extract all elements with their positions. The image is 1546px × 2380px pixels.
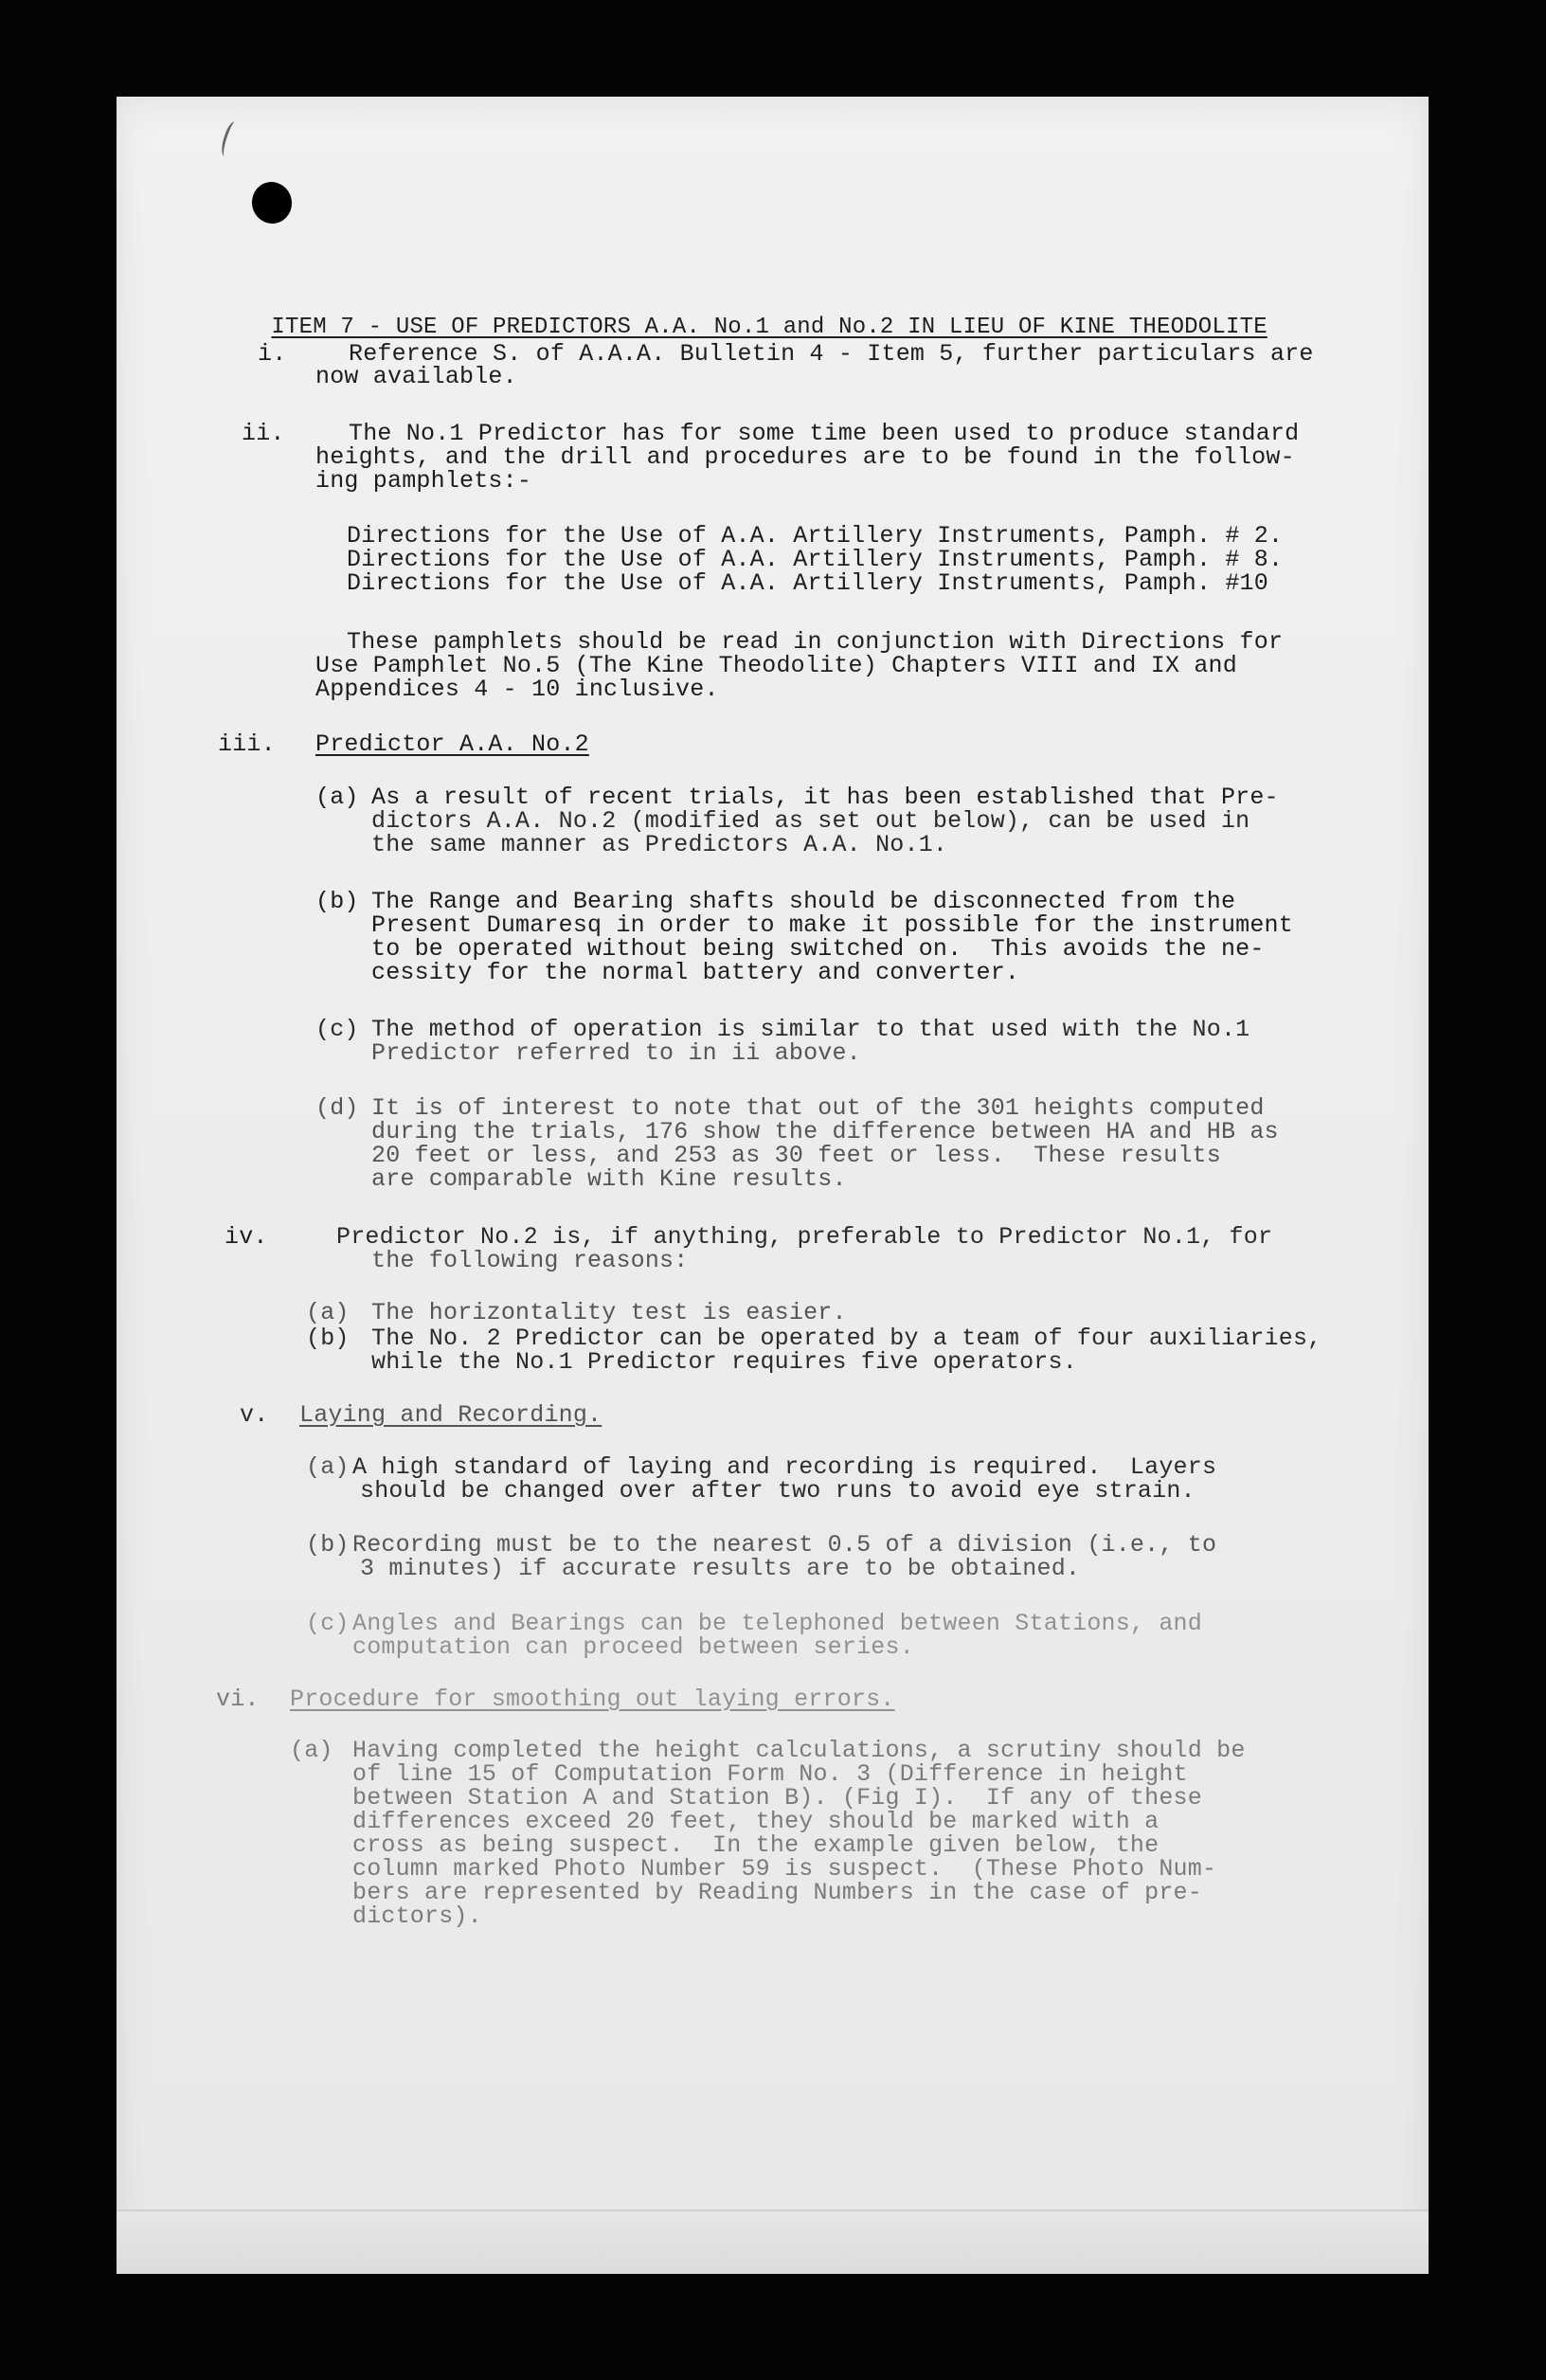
- iii-d-line-3: 20 feet or less, and 253 as 30 feet or less. These results: [371, 1142, 1221, 1169]
- section-ii-line-2: heights, and the drill and procedures are to be found in the follow-: [315, 443, 1295, 471]
- pamphlets-note-line-2: Use Pamphlet No.5 (The Kine Theodolite) Chapters VIII and IX and: [315, 652, 1237, 679]
- section-iii-number: iii.: [218, 730, 276, 758]
- iv-b-line-2: while the No.1 Predictor requires five operators.: [371, 1348, 1077, 1376]
- v-b-line-1: Recording must be to the nearest 0.5 of a division (i.e., to: [352, 1531, 1217, 1559]
- iv-a-label: (a): [306, 1299, 350, 1326]
- section-v-title: Laying and Recording.: [299, 1401, 602, 1429]
- section-ii-line-1: The No.1 Predictor has for some time been used to produce standard: [349, 420, 1300, 447]
- v-c-line-2: computation can proceed between series.: [352, 1633, 914, 1661]
- iii-b-label: (b): [315, 888, 359, 915]
- iii-a-label: (a): [315, 784, 359, 811]
- v-a-label: (a): [306, 1453, 350, 1481]
- heading-text: ITEM 7 - USE OF PREDICTORS A.A. No.1 and No.2 IN LIEU OF KINE THEODOLITE: [271, 315, 1267, 340]
- iii-c-line-2: Predictor referred to in ii above.: [371, 1039, 861, 1067]
- section-i-line-1: Reference S. of A.A.A. Bulletin 4 - Item 5, further particulars are: [349, 340, 1314, 368]
- vi-a-line-5: cross as being suspect. In the example given below, the: [352, 1831, 1160, 1859]
- section-iv-number: iv.: [225, 1223, 268, 1251]
- iii-d-line-2: during the trials, 176 show the difference between HA and HB as: [371, 1118, 1279, 1145]
- section-ii-number: ii.: [242, 420, 285, 447]
- iii-d-line-4: are comparable with Kine results.: [371, 1165, 847, 1193]
- vi-a-line-7: bers are represented by Reading Numbers in the case of pre-: [352, 1879, 1202, 1906]
- iii-b-line-3: to be operated without being switched on. This avoids the ne-: [371, 935, 1265, 963]
- iii-c-line-1: The method of operation is similar to that used with the No.1: [371, 1016, 1250, 1043]
- vi-a-line-2: of line 15 of Computation Form No. 3 (Difference in height: [352, 1760, 1188, 1788]
- pamphlet-line-1: Directions for the Use of A.A. Artillery Instruments, Pamph. # 2.: [347, 522, 1284, 550]
- iii-d-label: (d): [315, 1094, 359, 1122]
- iii-b-line-2: Present Dumaresq in order to make it possible for the instrument: [371, 911, 1293, 939]
- section-vi-title: Procedure for smoothing out laying errors.: [290, 1686, 895, 1713]
- vi-a-line-6: column marked Photo Number 59 is suspect. (These Photo Num-: [352, 1855, 1217, 1883]
- vi-a-line-3: between Station A and Station B). (Fig I). If any of these: [352, 1784, 1202, 1812]
- section-iii-title: Predictor A.A. No.2: [315, 730, 589, 758]
- iii-b-line-4: cessity for the normal battery and converter.: [371, 959, 1020, 986]
- iv-a-line-1: The horizontality test is easier.: [371, 1299, 847, 1326]
- vi-a-label: (a): [290, 1737, 333, 1764]
- section-ii-line-3: ing pamphlets:-: [315, 467, 532, 495]
- section-iv-line-1: Predictor No.2 is, if anything, preferable to Predictor No.1, for: [336, 1223, 1273, 1251]
- iii-d-line-1: It is of interest to note that out of the 301 heights computed: [371, 1094, 1265, 1122]
- section-vi-number: vi.: [216, 1686, 260, 1713]
- v-a-line-1: A high standard of laying and recording is required. Layers: [352, 1453, 1217, 1481]
- section-v-number: v.: [240, 1401, 269, 1429]
- pamphlets-note-line-3: Appendices 4 - 10 inclusive.: [315, 676, 719, 703]
- iii-b-line-1: The Range and Bearing shafts should be disconnected from the: [371, 888, 1236, 915]
- iii-a-line-3: the same manner as Predictors A.A. No.1.: [371, 831, 948, 858]
- vi-a-line-4: differences exceed 20 feet, they should be marked with a: [352, 1808, 1160, 1835]
- pamphlet-line-2: Directions for the Use of A.A. Artillery Instruments, Pamph. # 8.: [347, 546, 1284, 573]
- v-b-label: (b): [306, 1531, 350, 1559]
- pamphlets-note-line-1: These pamphlets should be read in conjunction with Directions for: [347, 628, 1284, 656]
- iii-a-line-1: As a result of recent trials, it has been established that Pre-: [371, 784, 1279, 811]
- section-i-number: i.: [258, 340, 287, 368]
- pamphlet-line-3: Directions for the Use of A.A. Artillery Instruments, Pamph. #10: [347, 569, 1268, 597]
- page-bottom-fold: [117, 2209, 1429, 2274]
- vi-a-line-1: Having completed the height calculations, a scrutiny should be: [352, 1737, 1246, 1764]
- v-c-label: (c): [306, 1610, 350, 1637]
- v-b-line-2: 3 minutes) if accurate results are to be obtained.: [360, 1555, 1081, 1582]
- v-c-line-1: Angles and Bearings can be telephoned between Stations, and: [352, 1610, 1202, 1637]
- iv-b-label: (b): [306, 1325, 350, 1352]
- section-i-line-2: now available.: [315, 363, 517, 390]
- vi-a-line-8: dictors).: [352, 1902, 482, 1930]
- iii-c-label: (c): [315, 1016, 359, 1043]
- iii-a-line-2: dictors A.A. No.2 (modified as set out below), can be used in: [371, 807, 1250, 835]
- section-iv-line-2: the following reasons:: [371, 1247, 689, 1274]
- v-a-line-2: should be changed over after two runs to avoid eye strain.: [360, 1477, 1195, 1505]
- iv-b-line-1: The No. 2 Predictor can be operated by a team of four auxiliaries,: [371, 1325, 1322, 1352]
